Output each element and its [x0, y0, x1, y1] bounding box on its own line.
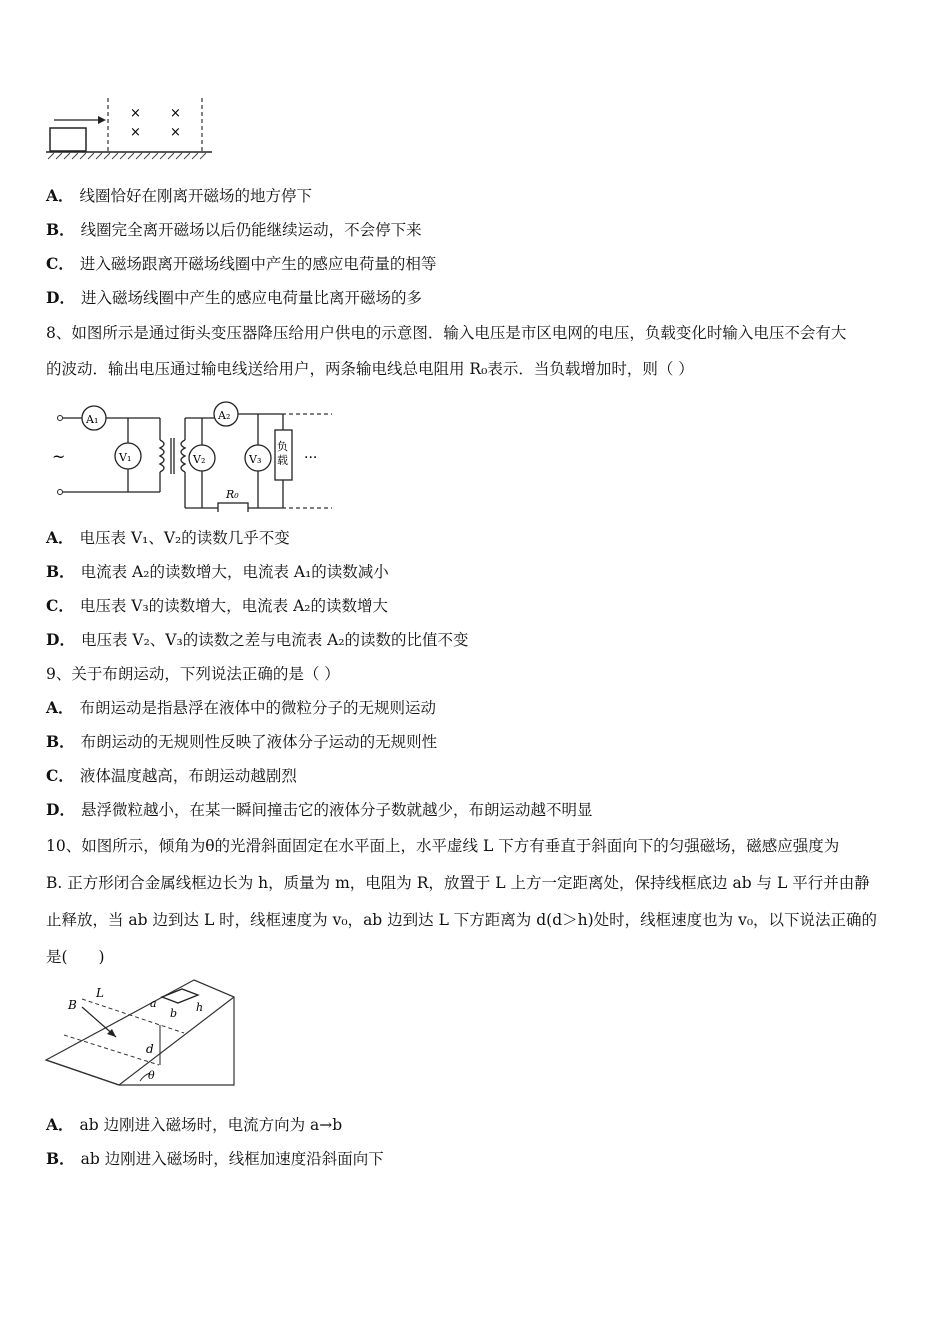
q8-stem-line1: 8、如图所示是通过街头变压器降压给用户供电的示意图．输入电压是市区电网的电压，负载变化时输入电压不会有大 [46, 324, 847, 342]
primary-coil [160, 440, 164, 472]
q8-option-a[interactable]: A． 电压表 V₁、V₂的读数几乎不变 [46, 528, 290, 547]
label-B: B [68, 998, 77, 1012]
q9-option-a[interactable]: A． 布朗运动是指悬浮在液体中的微粒分子的无规则运动 [46, 698, 437, 717]
q8-option-d[interactable]: D． 电压表 V₂、V₃的读数之差与电流表 A₂的读数的比值不变 [46, 630, 469, 649]
q10-option-b[interactable]: B． ab 边刚进入磁场时，线框加速度沿斜面向下 [46, 1149, 384, 1168]
q10-stem-line2: B. 正方形闭合金属线框边长为 h，质量为 m，电阻为 R，放置于 L 上方一定距离处，保持线框底边 ab 与 L 平行并由静 [46, 874, 870, 892]
q7-option-d[interactable]: D． 进入磁场线圈中产生的感应电荷量比离开磁场的多 [46, 288, 422, 307]
q8-option-c[interactable]: C． 电压表 V₃的读数增大，电流表 A₂的读数增大 [46, 596, 389, 615]
label-d: d [146, 1042, 154, 1056]
label-a: a [150, 997, 157, 1010]
q7-option-c[interactable]: C． 进入磁场跟离开磁场线圈中产生的感应电荷量的相等 [46, 254, 437, 273]
q9-option-b[interactable]: B． 布朗运动的无规则性反映了液体分子运动的无规则性 [46, 732, 438, 751]
q10-stem-line3: 止释放，当 ab 边到达 L 时，线框速度为 v₀，ab 边到达 L 下方距离为 d(d＞h)处时，线框速度也为 v₀，以下说法正确的 [46, 911, 878, 929]
ac-source-symbol: ~ [52, 447, 66, 466]
field-cross: × [170, 125, 181, 140]
label-L: L [96, 986, 104, 1000]
q9-option-c[interactable]: C． 液体温度越高，布朗运动越剧烈 [46, 766, 297, 785]
q7-option-a[interactable]: A． 线圈恰好在刚离开磁场的地方停下 [46, 186, 313, 205]
a2-label: A₂ [218, 409, 231, 422]
v1-label: V₁ [119, 451, 132, 464]
r0-label: R₀ [226, 488, 239, 501]
q7-figure [44, 96, 214, 160]
coil [50, 128, 86, 151]
field-cross: × [170, 106, 181, 121]
load-label-char: 负 [277, 440, 288, 453]
square-frame [162, 989, 198, 1003]
field-cross: × [130, 106, 141, 121]
v3-label: V₃ [249, 453, 262, 466]
secondary-coil [181, 440, 185, 472]
q9-stem: 9、关于布朗运动，下列说法正确的是（ ） [46, 665, 340, 683]
q10-stem-line4: 是( ) [46, 948, 105, 966]
continuation-dots: ··· [304, 450, 318, 466]
a1-label: A₁ [86, 413, 99, 426]
q8-circuit-figure [46, 400, 336, 512]
q8-stem-line2: 的波动．输出电压通过输电线送给用户，两条输电线总电阻用 R₀表示．当负载增加时，则（ ） [46, 360, 694, 378]
label-b: b [170, 1007, 178, 1020]
v2-label: V₂ [193, 453, 206, 466]
resistor-r0 [218, 503, 248, 512]
q7-option-b[interactable]: B． 线圈完全离开磁场以后仍能继续运动，不会停下来 [46, 220, 422, 239]
field-cross: × [130, 125, 141, 140]
q9-option-d[interactable]: D． 悬浮微粒越小，在某一瞬间撞击它的液体分子数就越少，布朗运动越不明显 [46, 800, 593, 819]
q10-stem-line1: 10、如图所示，倾角为θ的光滑斜面固定在水平面上，水平虚线 L 下方有垂直于斜面向下的匀强磁场，磁感应强度为 [46, 837, 840, 855]
label-theta: θ [148, 1069, 155, 1082]
load-label-char: 载 [277, 454, 288, 467]
label-h: h [196, 1001, 204, 1014]
q8-option-b[interactable]: B． 电流表 A₂的读数增大，电流表 A₁的读数减小 [46, 562, 389, 581]
q10-incline-figure [44, 975, 244, 1087]
q10-option-a[interactable]: A． ab 边刚进入磁场时，电流方向为 a→b [46, 1115, 343, 1134]
